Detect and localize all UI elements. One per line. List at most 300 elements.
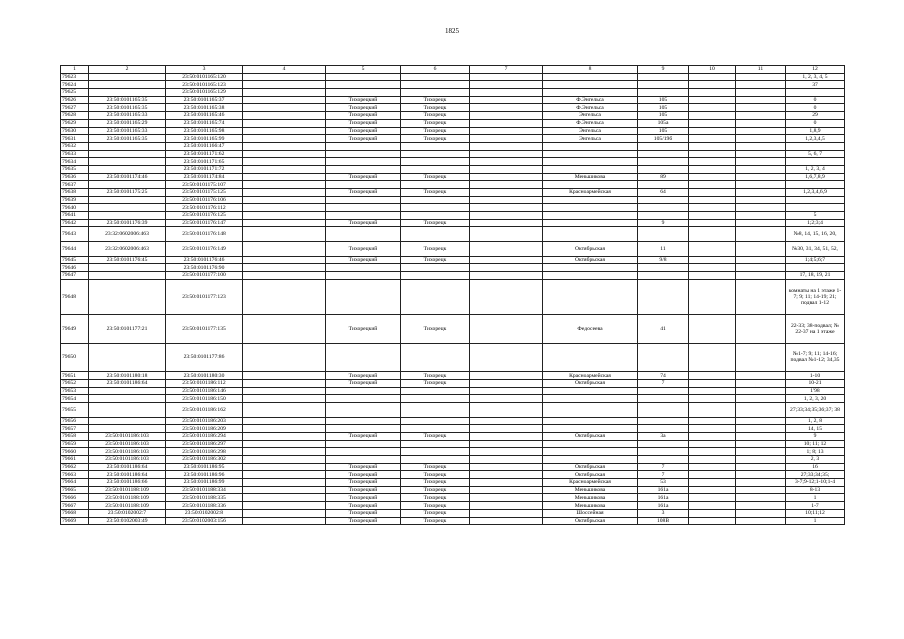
cadastral-number-cell: 23:50:0101186:95 xyxy=(166,463,243,471)
col-7-cell xyxy=(470,272,543,280)
col-4-cell xyxy=(243,242,326,257)
district-cell: Тихорецкий xyxy=(326,96,401,104)
parent-cadastral-number-cell: 23:50:0101188:109 xyxy=(89,502,166,510)
col-11-cell xyxy=(736,165,786,173)
city-cell: Тихорецк xyxy=(401,494,470,502)
col-7-cell xyxy=(470,343,543,372)
street-cell: Октябрьская xyxy=(543,471,638,479)
city-cell xyxy=(401,387,470,395)
col-7-cell xyxy=(470,315,543,344)
room-numbers-cell: 17, 18, 19, 21 xyxy=(786,272,845,280)
street-cell: Ф.Энгельса xyxy=(543,96,638,104)
city-cell: Тихорецк xyxy=(401,315,470,344)
table-row xyxy=(61,173,845,181)
district-cell xyxy=(326,425,401,433)
col-10-cell xyxy=(689,204,736,212)
record-id-cell: 79636 xyxy=(61,173,89,181)
city-cell: Тихорецк xyxy=(401,372,470,380)
house-number-cell xyxy=(638,456,689,464)
col-7-cell xyxy=(470,479,543,487)
col-7-cell xyxy=(470,395,543,403)
table-row xyxy=(61,456,845,464)
street-cell: Энгельса xyxy=(543,135,638,143)
street-cell: Красноармейская xyxy=(543,372,638,380)
table-row xyxy=(61,395,845,403)
city-cell xyxy=(401,395,470,403)
street-cell xyxy=(543,81,638,89)
cadastral-number-cell: 23:50:0101176:147 xyxy=(166,219,243,227)
col-4-cell xyxy=(243,135,326,143)
header-cell: 8 xyxy=(543,66,638,74)
room-numbers-cell xyxy=(786,142,845,150)
cadastral-number-cell: 23:50:0102002:8 xyxy=(166,509,243,517)
table-row xyxy=(61,96,845,104)
room-numbers-cell: 1, 2, 3, 20 xyxy=(786,395,845,403)
cadastral-number-cell: 23:50:0101165:46 xyxy=(166,112,243,120)
col-4-cell xyxy=(243,509,326,517)
cadastral-number-cell: 23:50:0101177:123 xyxy=(166,279,243,314)
street-cell xyxy=(543,417,638,425)
parent-cadastral-number-cell xyxy=(89,417,166,425)
header-cell: 9 xyxy=(638,66,689,74)
col-11-cell xyxy=(736,212,786,220)
col-11-cell xyxy=(736,463,786,471)
room-numbers-cell: 0 xyxy=(786,96,845,104)
col-11-cell xyxy=(736,96,786,104)
record-id-cell: 79639 xyxy=(61,196,89,204)
col-4-cell xyxy=(243,89,326,97)
district-cell xyxy=(326,403,401,418)
col-4-cell xyxy=(243,395,326,403)
street-cell: Меньшикова xyxy=(543,486,638,494)
parent-cadastral-number-cell xyxy=(89,279,166,314)
district-cell: Тихорецкий xyxy=(326,479,401,487)
table-row xyxy=(61,189,845,197)
col-7-cell xyxy=(470,227,543,242)
district-cell xyxy=(326,204,401,212)
room-numbers-cell: 1; 8; 13 xyxy=(786,448,845,456)
col-10-cell xyxy=(689,343,736,372)
registry-table xyxy=(60,65,845,525)
table-row xyxy=(61,204,845,212)
city-cell: Тихорецк xyxy=(401,242,470,257)
house-number-cell xyxy=(638,264,689,272)
district-cell xyxy=(326,142,401,150)
parent-cadastral-number-cell: 23:50:0102002:7 xyxy=(89,509,166,517)
table-row xyxy=(61,73,845,81)
cadastral-number-cell: 23:50:0101186:203 xyxy=(166,417,243,425)
cadastral-number-cell: 23:50:0101165:98 xyxy=(166,127,243,135)
col-10-cell xyxy=(689,181,736,189)
district-cell xyxy=(326,73,401,81)
city-cell xyxy=(401,343,470,372)
district-cell xyxy=(326,448,401,456)
col-10-cell xyxy=(689,494,736,502)
city-cell xyxy=(401,227,470,242)
room-numbers-cell: №1-7; 9; 11; 14-16; подвал №1-12; 34,35 xyxy=(786,343,845,372)
col-7-cell xyxy=(470,463,543,471)
parent-cadastral-number-cell: 23:50:0101174:46 xyxy=(89,173,166,181)
col-4-cell xyxy=(243,227,326,242)
district-cell: Тихорецкий xyxy=(326,517,401,525)
col-10-cell xyxy=(689,119,736,127)
record-id-cell: 79623 xyxy=(61,73,89,81)
house-number-cell: 161а xyxy=(638,486,689,494)
col-4-cell xyxy=(243,448,326,456)
parent-cadastral-number-cell: 23:50:0101186:64 xyxy=(89,471,166,479)
table-row xyxy=(61,463,845,471)
parent-cadastral-number-cell: 23:50:0101186:103 xyxy=(89,448,166,456)
col-7-cell xyxy=(470,119,543,127)
record-id-cell: 79635 xyxy=(61,165,89,173)
district-cell xyxy=(326,212,401,220)
col-10-cell xyxy=(689,135,736,143)
col-4-cell xyxy=(243,502,326,510)
col-4-cell xyxy=(243,127,326,135)
street-cell xyxy=(543,89,638,97)
col-11-cell xyxy=(736,219,786,227)
col-7-cell xyxy=(470,448,543,456)
cadastral-number-cell: 23:50:0101177:135 xyxy=(166,315,243,344)
col-11-cell xyxy=(736,119,786,127)
street-cell: Меньшикова xyxy=(543,494,638,502)
cadastral-number-cell: 23:50:0101165:37 xyxy=(166,96,243,104)
house-number-cell xyxy=(638,196,689,204)
table-row xyxy=(61,272,845,280)
room-numbers-cell: 0 xyxy=(786,104,845,112)
header-cell: 7 xyxy=(470,66,543,74)
house-number-cell xyxy=(638,387,689,395)
col-4-cell xyxy=(243,387,326,395)
col-11-cell xyxy=(736,456,786,464)
col-10-cell xyxy=(689,509,736,517)
house-number-cell: 105 xyxy=(638,104,689,112)
district-cell: Тихорецкий xyxy=(326,242,401,257)
table-row xyxy=(61,448,845,456)
street-cell: Октябрьская xyxy=(543,432,638,440)
house-number-cell: 161а xyxy=(638,494,689,502)
parent-cadastral-number-cell: 23:50:0101165:33 xyxy=(89,127,166,135)
parent-cadastral-number-cell xyxy=(89,395,166,403)
col-10-cell xyxy=(689,448,736,456)
col-10-cell xyxy=(689,127,736,135)
col-11-cell xyxy=(736,479,786,487)
table-row xyxy=(61,387,845,395)
record-id-cell: 79640 xyxy=(61,204,89,212)
house-number-cell: 7 xyxy=(638,471,689,479)
cadastral-number-cell: 23:50:0101186:112 xyxy=(166,379,243,387)
street-cell: Шоссейная xyxy=(543,509,638,517)
cadastral-number-cell: 23:50:0101188:335 xyxy=(166,494,243,502)
table-row xyxy=(61,494,845,502)
header-cell: 4 xyxy=(243,66,326,74)
parent-cadastral-number-cell xyxy=(89,165,166,173)
cadastral-number-cell: 23:50:0101176:112 xyxy=(166,204,243,212)
col-7-cell xyxy=(470,486,543,494)
col-7-cell xyxy=(470,112,543,120)
room-numbers-cell: 1,8,9 xyxy=(786,127,845,135)
table-row xyxy=(61,135,845,143)
cadastral-number-cell: 23:50:0101186:294 xyxy=(166,432,243,440)
city-cell: Тихорецк xyxy=(401,127,470,135)
header-cell: 10 xyxy=(689,66,736,74)
col-11-cell xyxy=(736,81,786,89)
record-id-cell: 79660 xyxy=(61,448,89,456)
parent-cadastral-number-cell xyxy=(89,212,166,220)
cadastral-number-cell: 23:50:0101174:84 xyxy=(166,173,243,181)
col-10-cell xyxy=(689,112,736,120)
record-id-cell: 79647 xyxy=(61,272,89,280)
col-4-cell xyxy=(243,456,326,464)
parent-cadastral-number-cell: 23:50:0101186:66 xyxy=(89,479,166,487)
col-4-cell xyxy=(243,486,326,494)
cadastral-number-cell: 23:50:0101175:125 xyxy=(166,189,243,197)
city-cell xyxy=(401,212,470,220)
record-id-cell: 79656 xyxy=(61,417,89,425)
district-cell xyxy=(326,387,401,395)
col-10-cell xyxy=(689,242,736,257)
col-7-cell xyxy=(470,456,543,464)
record-id-cell: 79630 xyxy=(61,127,89,135)
district-cell xyxy=(326,158,401,166)
record-id-cell: 79655 xyxy=(61,403,89,418)
col-7-cell xyxy=(470,387,543,395)
street-cell xyxy=(543,212,638,220)
header-cell: 11 xyxy=(736,66,786,74)
col-11-cell xyxy=(736,403,786,418)
cadastral-number-cell: 23:50:0101176:90 xyxy=(166,264,243,272)
col-10-cell xyxy=(689,189,736,197)
house-number-cell xyxy=(638,158,689,166)
record-id-cell: 79667 xyxy=(61,502,89,510)
cadastral-number-cell: 23:50:0101188:334 xyxy=(166,486,243,494)
parent-cadastral-number-cell: 23:50:0101165:35 xyxy=(89,104,166,112)
street-cell: Федосеева xyxy=(543,315,638,344)
col-11-cell xyxy=(736,517,786,525)
table-row xyxy=(61,112,845,120)
district-cell xyxy=(326,150,401,158)
district-cell xyxy=(326,181,401,189)
col-7-cell xyxy=(470,279,543,314)
city-cell: Тихорецк xyxy=(401,471,470,479)
col-11-cell xyxy=(736,142,786,150)
record-id-cell: 79668 xyxy=(61,509,89,517)
district-cell: Тихорецкий xyxy=(326,379,401,387)
record-id-cell: 79637 xyxy=(61,181,89,189)
room-numbers-cell: 27;33;34;35; xyxy=(786,471,845,479)
street-cell: Октябрьская xyxy=(543,379,638,387)
col-4-cell xyxy=(243,264,326,272)
record-id-cell: 79666 xyxy=(61,494,89,502)
table-row xyxy=(61,502,845,510)
record-id-cell: 79634 xyxy=(61,158,89,166)
house-number-cell: 41 xyxy=(638,315,689,344)
parent-cadastral-number-cell xyxy=(89,403,166,418)
cadastral-number-cell: 23:50:0101186:297 xyxy=(166,440,243,448)
header-cell: 1 xyxy=(61,66,89,74)
parent-cadastral-number-cell: 23:32:0602006:463 xyxy=(89,227,166,242)
street-cell xyxy=(543,204,638,212)
cadastral-number-cell: 23:50:0101166:47 xyxy=(166,142,243,150)
table-row xyxy=(61,89,845,97)
house-number-cell: 11 xyxy=(638,242,689,257)
record-id-cell: 79661 xyxy=(61,456,89,464)
header-cell: 3 xyxy=(166,66,243,74)
col-10-cell xyxy=(689,264,736,272)
table-row xyxy=(61,119,845,127)
col-7-cell xyxy=(470,379,543,387)
parent-cadastral-number-cell: 23:50:0101186:64 xyxy=(89,379,166,387)
record-id-cell: 79653 xyxy=(61,387,89,395)
room-numbers-cell: 10-21 xyxy=(786,379,845,387)
street-cell: Энгельса xyxy=(543,112,638,120)
room-numbers-cell: 10;11;12 xyxy=(786,509,845,517)
room-numbers-cell: 1;2;3;4 xyxy=(786,219,845,227)
col-7-cell xyxy=(470,471,543,479)
parent-cadastral-number-cell: 23:50:0102003:49 xyxy=(89,517,166,525)
col-4-cell xyxy=(243,379,326,387)
cadastral-number-cell: 23:50:0101177:86 xyxy=(166,343,243,372)
col-10-cell xyxy=(689,256,736,264)
parent-cadastral-number-cell xyxy=(89,343,166,372)
room-numbers-cell: №30, 31, 34, 51, 52, xyxy=(786,242,845,257)
col-10-cell xyxy=(689,315,736,344)
table-row xyxy=(61,486,845,494)
col-11-cell xyxy=(736,104,786,112)
district-cell xyxy=(326,272,401,280)
record-id-cell: 79626 xyxy=(61,96,89,104)
city-cell xyxy=(401,440,470,448)
record-id-cell: 79648 xyxy=(61,279,89,314)
room-numbers-cell: 3-7;9-12;1-10;1-4 xyxy=(786,479,845,487)
street-cell: Красноармейская xyxy=(543,189,638,197)
city-cell: Тихорецк xyxy=(401,173,470,181)
house-number-cell xyxy=(638,142,689,150)
room-numbers-cell: 1, 2, 3, 4, 5 xyxy=(786,73,845,81)
district-cell: Тихорецкий xyxy=(326,135,401,143)
parent-cadastral-number-cell xyxy=(89,204,166,212)
col-10-cell xyxy=(689,227,736,242)
col-10-cell xyxy=(689,456,736,464)
col-10-cell xyxy=(689,142,736,150)
col-10-cell xyxy=(689,425,736,433)
house-number-cell: 9 xyxy=(638,219,689,227)
city-cell xyxy=(401,150,470,158)
room-numbers-cell: 37 xyxy=(786,81,845,89)
parent-cadastral-number-cell xyxy=(89,142,166,150)
col-10-cell xyxy=(689,219,736,227)
table-row xyxy=(61,517,845,525)
house-number-cell xyxy=(638,204,689,212)
district-cell: Тихорецкий xyxy=(326,432,401,440)
col-7-cell xyxy=(470,181,543,189)
parent-cadastral-number-cell: 23:50:0101165:29 xyxy=(89,119,166,127)
col-7-cell xyxy=(470,73,543,81)
col-11-cell xyxy=(736,509,786,517)
col-7-cell xyxy=(470,135,543,143)
parent-cadastral-number-cell: 23:50:0101177:21 xyxy=(89,315,166,344)
table-row xyxy=(61,432,845,440)
city-cell: Тихорецк xyxy=(401,256,470,264)
col-11-cell xyxy=(736,196,786,204)
city-cell xyxy=(401,425,470,433)
street-cell: Меньшикова xyxy=(543,502,638,510)
parent-cadastral-number-cell xyxy=(89,425,166,433)
room-numbers-cell: 1-10 xyxy=(786,372,845,380)
table-row xyxy=(61,142,845,150)
record-id-cell: 79643 xyxy=(61,227,89,242)
col-4-cell xyxy=(243,417,326,425)
record-id-cell: 79657 xyxy=(61,425,89,433)
cadastral-number-cell: 23:50:0101171:65 xyxy=(166,158,243,166)
house-number-cell: 89 xyxy=(638,173,689,181)
col-10-cell xyxy=(689,89,736,97)
col-4-cell xyxy=(243,112,326,120)
city-cell: Тихорецк xyxy=(401,463,470,471)
col-10-cell xyxy=(689,196,736,204)
cadastral-number-cell: 23:50:0101186:298 xyxy=(166,448,243,456)
col-10-cell xyxy=(689,479,736,487)
street-cell xyxy=(543,150,638,158)
city-cell: Тихорецк xyxy=(401,119,470,127)
col-4-cell xyxy=(243,212,326,220)
city-cell xyxy=(401,158,470,166)
cadastral-number-cell: 23:50:0101186:162 xyxy=(166,403,243,418)
house-number-cell xyxy=(638,448,689,456)
street-cell: Октябрьская xyxy=(543,463,638,471)
table-row xyxy=(61,158,845,166)
record-id-cell: 79662 xyxy=(61,463,89,471)
city-cell xyxy=(401,204,470,212)
col-11-cell xyxy=(736,112,786,120)
district-cell: Тихорецкий xyxy=(326,119,401,127)
room-numbers-cell: 1 xyxy=(786,517,845,525)
house-number-cell: 7 xyxy=(638,379,689,387)
col-4-cell xyxy=(243,471,326,479)
house-number-cell xyxy=(638,212,689,220)
house-number-cell xyxy=(638,395,689,403)
room-numbers-cell: 1;4;5;6;7 xyxy=(786,256,845,264)
table-row xyxy=(61,479,845,487)
table-row xyxy=(61,196,845,204)
col-10-cell xyxy=(689,158,736,166)
col-11-cell xyxy=(736,379,786,387)
table-row xyxy=(61,379,845,387)
room-numbers-cell: 1-7 xyxy=(786,502,845,510)
col-10-cell xyxy=(689,212,736,220)
table-row xyxy=(61,219,845,227)
district-cell: Тихорецкий xyxy=(326,315,401,344)
room-numbers-cell: комнаты на 1 этаже 1-7; 9; 11; 14-19; 21; подвал 1-12 xyxy=(786,279,845,314)
cadastral-number-cell: 23:50:0101186:302 xyxy=(166,456,243,464)
table-row xyxy=(61,150,845,158)
street-cell xyxy=(543,227,638,242)
city-cell: Тихорецк xyxy=(401,379,470,387)
col-4-cell xyxy=(243,150,326,158)
street-cell: Энгельса xyxy=(543,127,638,135)
col-7-cell xyxy=(470,173,543,181)
table-row xyxy=(61,242,845,257)
col-10-cell xyxy=(689,173,736,181)
room-numbers-cell: 8-13 xyxy=(786,486,845,494)
col-11-cell xyxy=(736,372,786,380)
col-7-cell xyxy=(470,502,543,510)
col-7-cell xyxy=(470,440,543,448)
col-4-cell xyxy=(243,142,326,150)
table-row xyxy=(61,343,845,372)
record-id-cell: 79625 xyxy=(61,89,89,97)
city-cell: Тихорецк xyxy=(401,509,470,517)
